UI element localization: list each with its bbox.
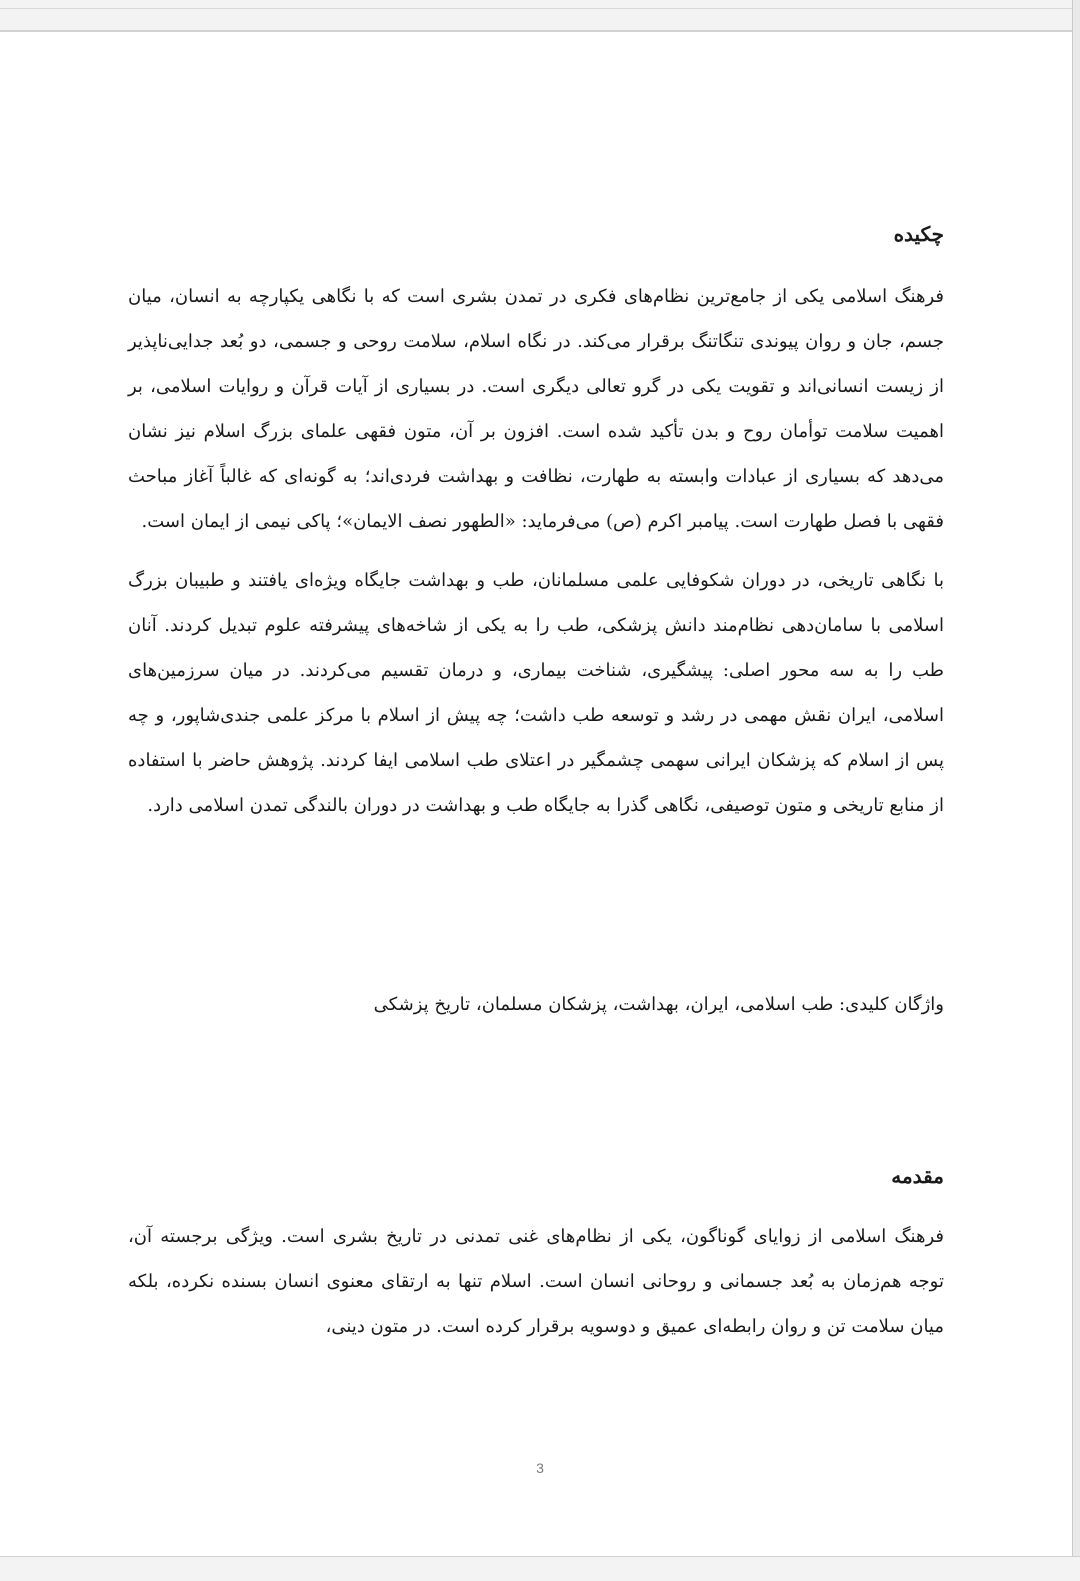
window-bottom-bar <box>0 1556 1080 1581</box>
abstract-paragraph-2: با نگاهی تاریخی، در دوران شکوفایی علمی مسلمانان، طب و بهداشت جایگاه ویژه‌ای یافتند و طبیبان بزرگ اسلامی با سامان‌دهی نظام‌مند دانش پزشکی، طب را به یکی از شاخه‌های پیشرفته علوم تبدیل کردند. آنان طب را به سه محور اصلی: پیشگیری، شناخت بیماری، و درمان تقسیم می‌کردند. در میان سرزمین‌های اسلامی، ایران نقش مهمی در رشد و توسعه طب داشت؛ چه پیش از اسلام با مرکز علمی جندی‌شاپور، و چه پس از اسلام که پزشکان ایرانی سهمی چشمگیر در اعتلای طب اسلامی ایفا کردند. پژوهش حاضر با استفاده از منابع تاریخی و متون توصیفی، نگاهی گذرا به جایگاه طب و بهداشت در دوران بالندگی تمدن اسلامی دارد. <box>128 570 944 816</box>
introduction-body <box>128 1214 944 1363</box>
page-number: 3 <box>536 1460 544 1476</box>
introduction-heading: مقدمه <box>891 1164 944 1188</box>
abstract-paragraph-1: فرهنگ اسلامی یکی از جامع‌ترین نظام‌های فکری در تمدن بشری است که با نگاهی یکپارچه به انسان، میان جسم، جان و روان پیوندی تنگاتنگ برقرار می‌کند. در نگاه اسلام، سلامت روحی و جسمی، دو بُعد جدایی‌ناپذیر از زیست انسانی‌اند و تقویت یکی در گرو تعالی دیگری است. در بسیاری از آیات قرآن و روایات اسلامی، بر اهمیت سلامت توأمان روح و بدن تأکید شده است. افزون بر آن، متون فقهی علمای بزرگ اسلام نیز نشان می‌دهد که بسیاری از عبادات وابسته به طهارت، نظافت و بهداشت فردی‌اند؛ به گونه‌ای که غالباً آغاز مباحث فقهی با فصل طهارت است. پیامبر اکرم (ص) می‌فرماید: «الطهور نصف الایمان»؛ پاکی نیمی از ایمان است. <box>128 286 944 532</box>
introduction-paragraph-1: فرهنگ اسلامی از زوایای گوناگون، یکی از نظام‌های غنی تمدنی در تاریخ بشری است. ویژگی برجسته آن، توجه هم‌زمان به بُعد جسمانی و روحانی انسان است. اسلام تنها به ارتقای معنوی انسان بسنده نکرده، بلکه میان سلامت تن و روان رابطه‌ای عمیق و دوسویه برقرار کرده است. در متون دینی، <box>128 1226 944 1337</box>
page-scroll-edge[interactable] <box>1072 0 1080 1581</box>
abstract-heading: چکیده <box>893 222 944 246</box>
abstract-body <box>128 274 944 842</box>
window-top-bar <box>0 0 1080 32</box>
keywords-line: واژگان کلیدی: طب اسلامی، ایران، بهداشت، پزشکان مسلمان، تاریخ پزشکی <box>373 994 944 1015</box>
